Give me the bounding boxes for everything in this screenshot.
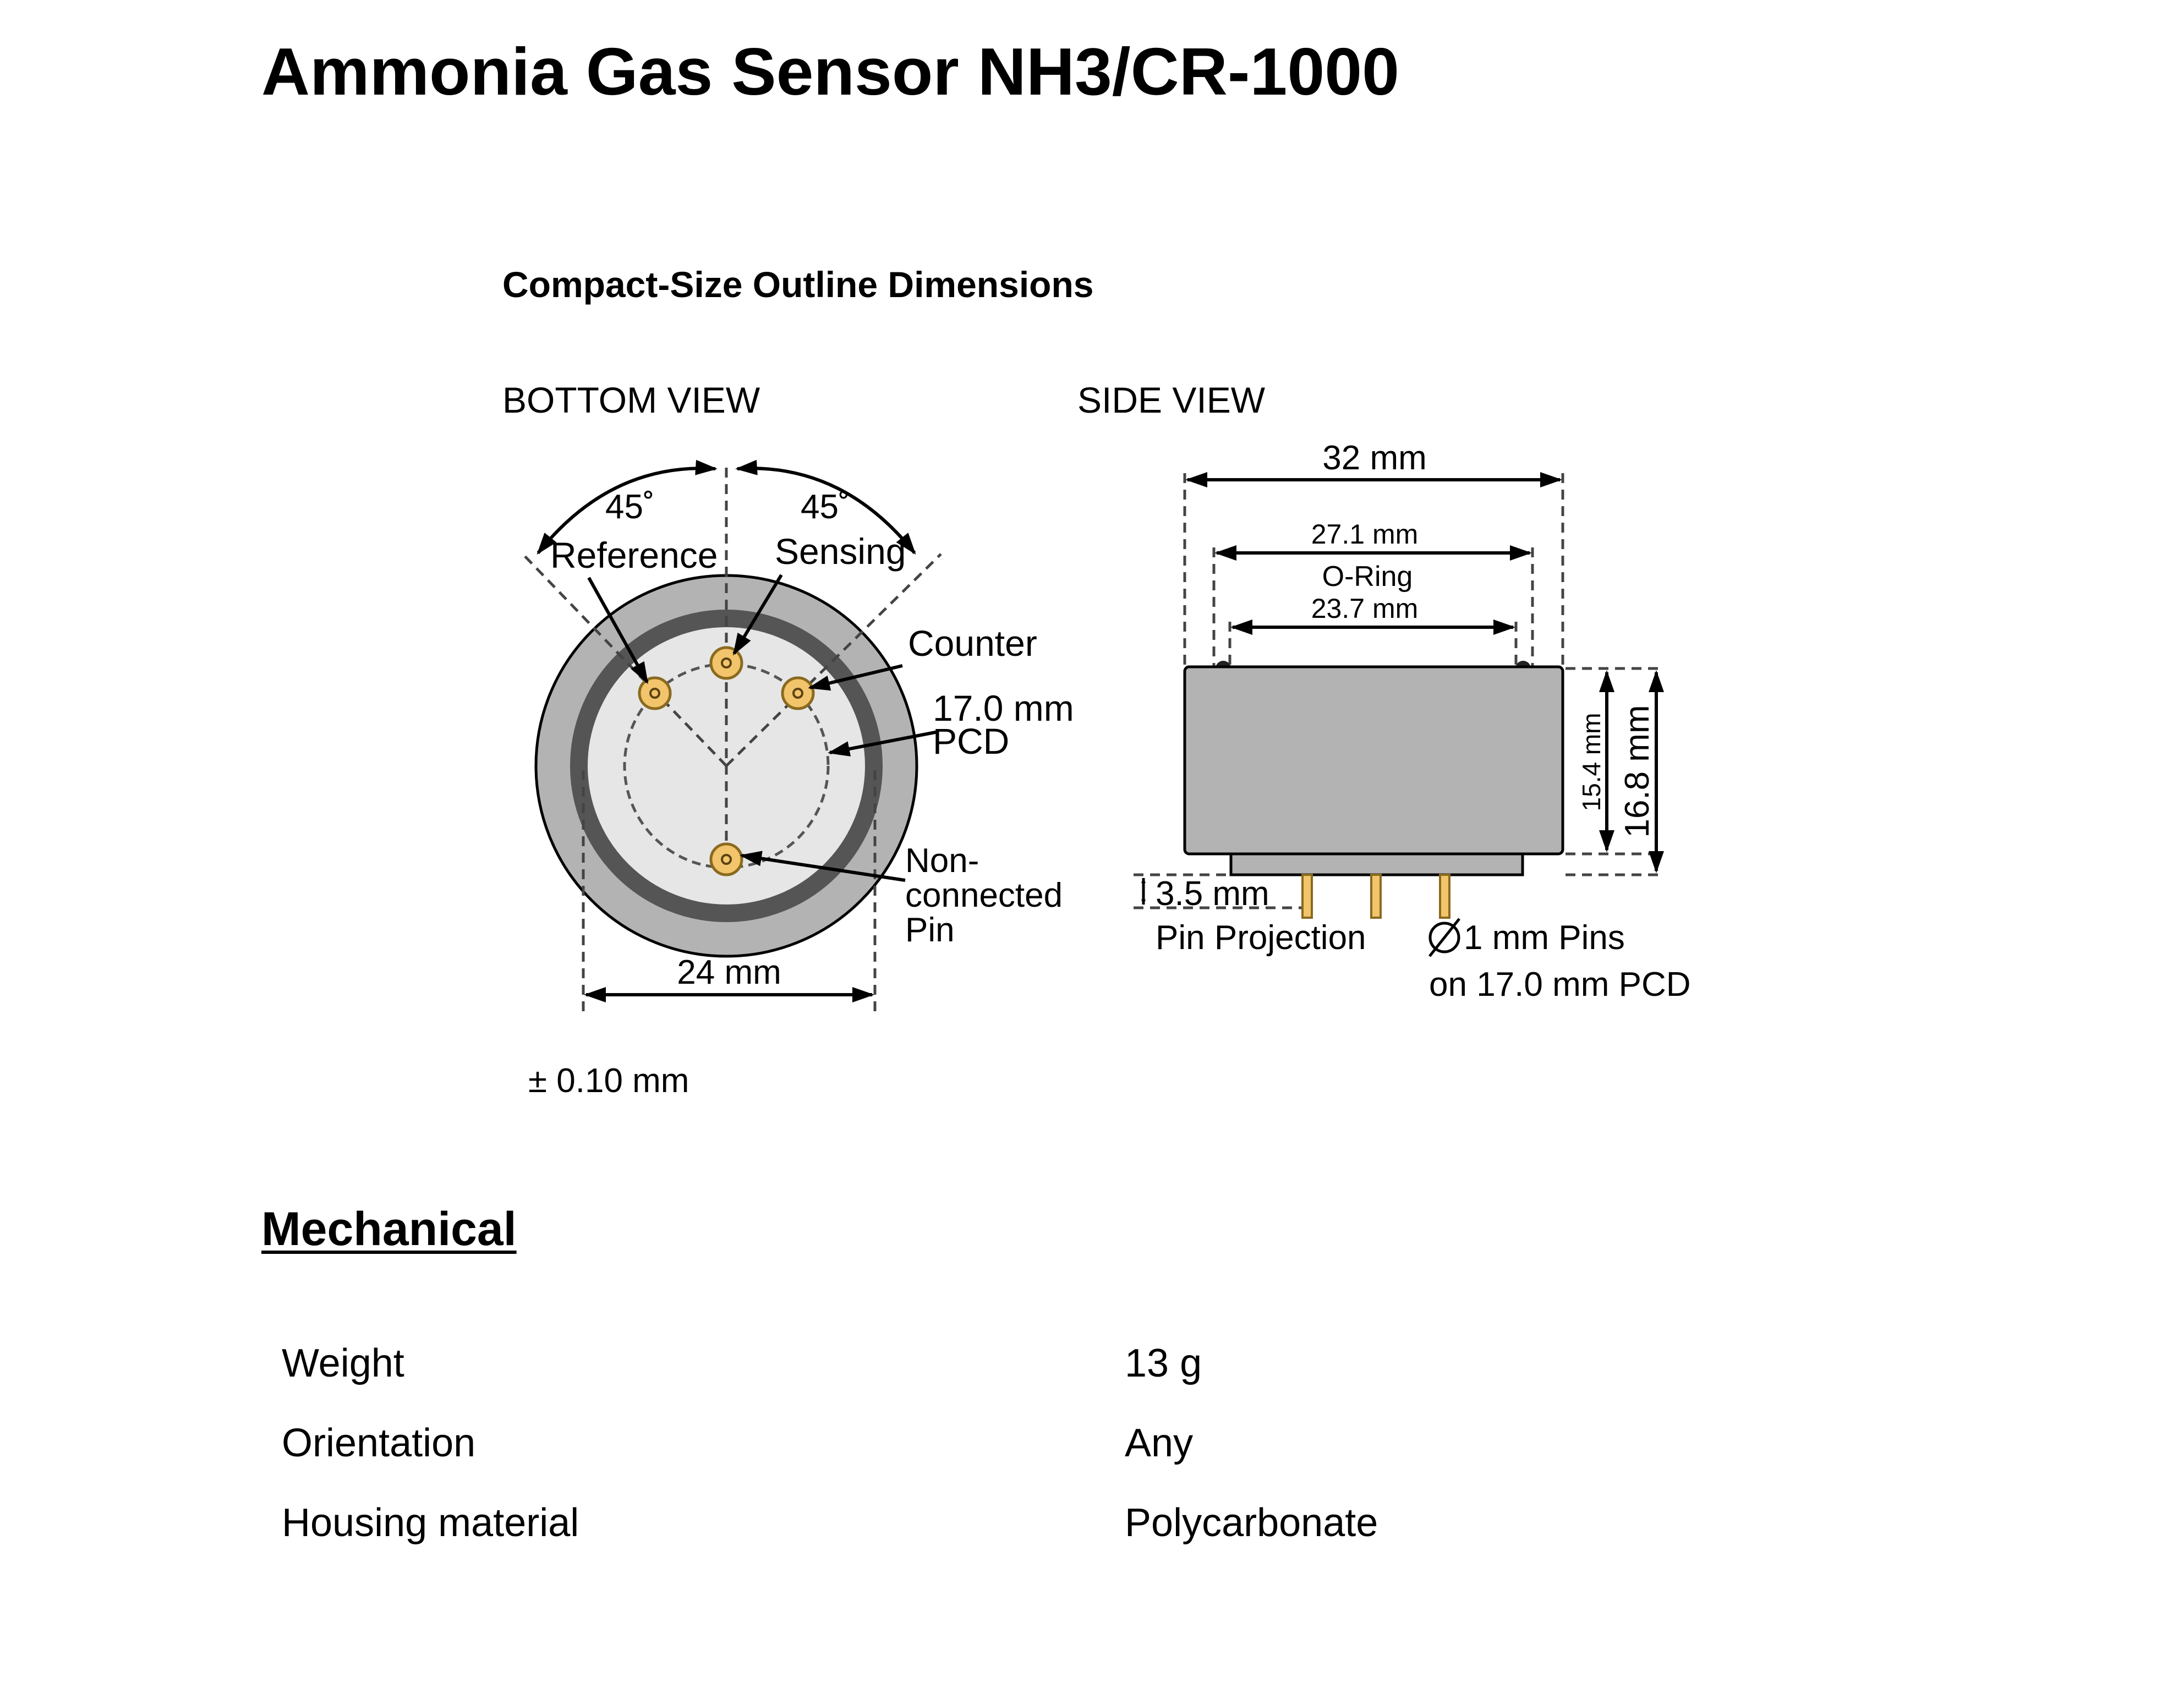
side-pin-1 bbox=[1302, 875, 1312, 918]
reference-pin bbox=[639, 678, 670, 709]
counter-pin bbox=[782, 678, 813, 709]
pcd-label: PCD bbox=[933, 721, 1010, 761]
spec-row-housing-material bbox=[282, 1483, 1602, 1563]
sensing-label: Sensing bbox=[775, 531, 906, 572]
angle-right-label: 45˚ bbox=[801, 488, 850, 526]
angle-left-label: 45˚ bbox=[605, 488, 655, 526]
non-connected-label-1: Non- bbox=[905, 842, 979, 880]
pcd-value-label: 17.0 mm bbox=[933, 688, 1074, 728]
outline-dimensions-drawing bbox=[473, 242, 1739, 1133]
mechanical-spec-table bbox=[282, 1323, 1602, 1563]
spec-value: Any bbox=[1125, 1421, 1194, 1465]
sensing-pin bbox=[711, 648, 742, 678]
pins-label-2: on 17.0 mm PCD bbox=[1429, 966, 1691, 1004]
total-height-label: 16.8 mm bbox=[1618, 705, 1656, 838]
side-pin-2 bbox=[1371, 875, 1381, 918]
side-view bbox=[1077, 380, 1691, 1004]
spec-label: Orientation bbox=[282, 1421, 476, 1465]
tolerance-label: ± 0.10 mm bbox=[528, 1062, 689, 1100]
spec-value: Polycarbonate bbox=[1125, 1500, 1378, 1545]
non-connected-label-2: connected bbox=[905, 876, 1063, 914]
reference-label: Reference bbox=[550, 535, 718, 575]
sensor-body bbox=[1185, 667, 1563, 854]
spec-label: Housing material bbox=[282, 1500, 579, 1545]
oring-label: O-Ring bbox=[1322, 561, 1413, 593]
mechanical-heading: Mechanical bbox=[261, 1203, 517, 1256]
oring-outer-label: 27.1 mm bbox=[1311, 519, 1419, 550]
width-label: 32 mm bbox=[1322, 439, 1427, 477]
pin-projection-label: Pin Projection bbox=[1156, 919, 1366, 957]
pin-projection-value: 3.5 mm bbox=[1156, 875, 1269, 913]
diameter-symbol-icon bbox=[1430, 919, 1459, 956]
counter-label: Counter bbox=[908, 623, 1037, 664]
spec-row-orientation bbox=[282, 1403, 1602, 1483]
spec-row-weight bbox=[282, 1323, 1602, 1403]
bottom-view bbox=[502, 380, 1074, 1100]
oring-inner-label: 23.7 mm bbox=[1311, 593, 1419, 624]
pins-label-1: 1 mm Pins bbox=[1464, 919, 1625, 957]
sensor-base bbox=[1231, 854, 1523, 875]
diameter-label: 24 mm bbox=[677, 953, 781, 991]
spec-value: 13 g bbox=[1125, 1341, 1202, 1385]
page-title: Ammonia Gas Sensor NH3/CR-1000 bbox=[261, 34, 1399, 109]
spec-label: Weight bbox=[282, 1341, 404, 1385]
non-connected-label-3: Pin bbox=[905, 911, 955, 949]
non-connected-pin bbox=[711, 844, 742, 875]
body-height-label: 15.4 mm bbox=[1577, 712, 1606, 812]
side-view-label: SIDE VIEW bbox=[1077, 380, 1266, 420]
bottom-view-label: BOTTOM VIEW bbox=[502, 380, 760, 420]
side-pin-3 bbox=[1440, 875, 1449, 918]
drawing-heading: Compact-Size Outline Dimensions bbox=[502, 264, 1094, 305]
